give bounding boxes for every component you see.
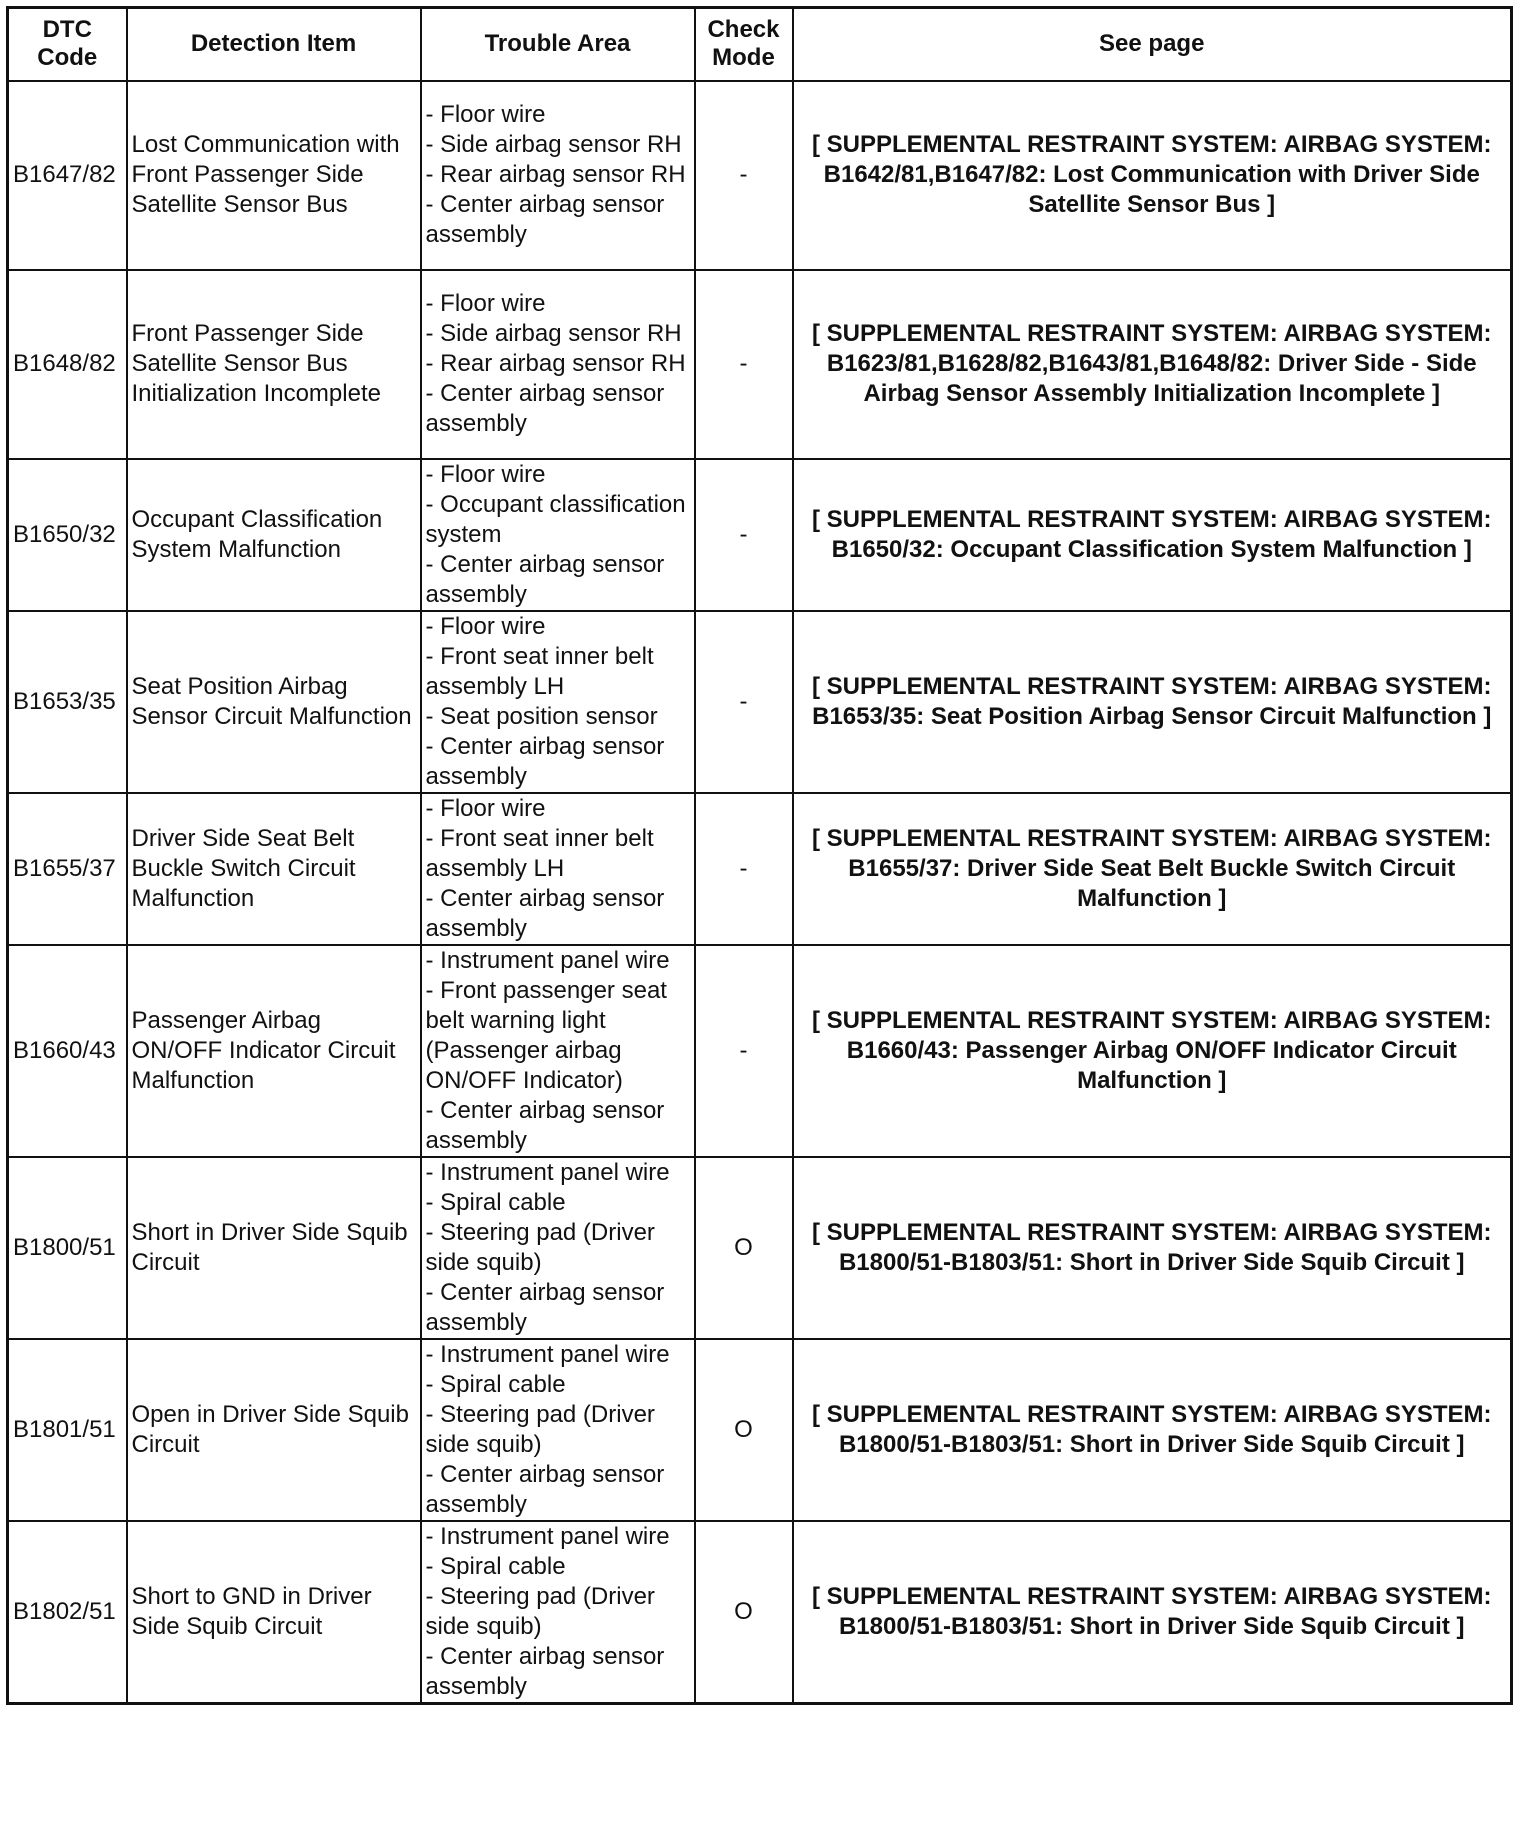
trouble-area-cell: - Instrument panel wire - Front passenger seat belt warning light (Passenger airbag ON/OFF Indicator) - Center airbag sensor assembly bbox=[421, 945, 695, 1157]
detection-item-cell: Front Passenger Side Satellite Sensor Bus Initialization Incomplete bbox=[127, 270, 421, 459]
see-page-link[interactable]: [ SUPPLEMENTAL RESTRAINT SYSTEM: AIRBAG SYSTEM: B1655/37: Driver Side Seat Belt Buckle Switch Circuit Malfunction ] bbox=[793, 793, 1512, 945]
check-mode-cell: O bbox=[695, 1157, 793, 1339]
check-mode-cell: O bbox=[695, 1521, 793, 1704]
dtc-code-cell: B1801/51 bbox=[8, 1339, 127, 1521]
trouble-area-cell: - Floor wire - Front seat inner belt assembly LH - Seat position sensor - Center airbag sensor assembly bbox=[421, 611, 695, 793]
trouble-area-cell: - Floor wire - Front seat inner belt assembly LH - Center airbag sensor assembly bbox=[421, 793, 695, 945]
check-mode-cell: - bbox=[695, 611, 793, 793]
see-page-link[interactable]: [ SUPPLEMENTAL RESTRAINT SYSTEM: AIRBAG SYSTEM: B1800/51-B1803/51: Short in Driver Side Squib Circuit ] bbox=[793, 1521, 1512, 1704]
see-page-link[interactable]: [ SUPPLEMENTAL RESTRAINT SYSTEM: AIRBAG SYSTEM: B1623/81,B1628/82,B1643/81,B1648/82: Driver Side - Side Airbag Sensor Assembly Initialization Incomplete ] bbox=[793, 270, 1512, 459]
dtc-code-cell: B1800/51 bbox=[8, 1157, 127, 1339]
dtc-code-cell: B1648/82 bbox=[8, 270, 127, 459]
table-row bbox=[8, 1521, 1512, 1704]
header-detection-item: Detection Item bbox=[127, 8, 421, 81]
trouble-area-cell: - Floor wire - Occupant classification system - Center airbag sensor assembly bbox=[421, 459, 695, 611]
trouble-area-cell: - Floor wire - Side airbag sensor RH - Rear airbag sensor RH - Center airbag sensor assembly bbox=[421, 270, 695, 459]
check-mode-cell: - bbox=[695, 270, 793, 459]
table-row bbox=[8, 1339, 1512, 1521]
see-page-link[interactable]: [ SUPPLEMENTAL RESTRAINT SYSTEM: AIRBAG SYSTEM: B1653/35: Seat Position Airbag Sensor Circuit Malfunction ] bbox=[793, 611, 1512, 793]
table-row bbox=[8, 459, 1512, 611]
dtc-code-cell: B1647/82 bbox=[8, 81, 127, 270]
detection-item-cell: Occupant Classification System Malfunction bbox=[127, 459, 421, 611]
check-mode-cell: - bbox=[695, 81, 793, 270]
table-row bbox=[8, 945, 1512, 1157]
see-page-link[interactable]: [ SUPPLEMENTAL RESTRAINT SYSTEM: AIRBAG SYSTEM: B1660/43: Passenger Airbag ON/OFF Indicator Circuit Malfunction ] bbox=[793, 945, 1512, 1157]
table-row bbox=[8, 81, 1512, 270]
trouble-area-cell: - Floor wire - Side airbag sensor RH - Rear airbag sensor RH - Center airbag sensor assembly bbox=[421, 81, 695, 270]
trouble-area-cell: - Instrument panel wire - Spiral cable - Steering pad (Driver side squib) - Center airbag sensor assembly bbox=[421, 1521, 695, 1704]
check-mode-cell: - bbox=[695, 945, 793, 1157]
detection-item-cell: Short to GND in Driver Side Squib Circuit bbox=[127, 1521, 421, 1704]
trouble-area-cell: - Instrument panel wire - Spiral cable - Steering pad (Driver side squib) - Center airbag sensor assembly bbox=[421, 1157, 695, 1339]
dtc-table bbox=[6, 6, 1513, 1705]
check-mode-cell: O bbox=[695, 1339, 793, 1521]
header-row bbox=[8, 8, 1512, 81]
detection-item-cell: Driver Side Seat Belt Buckle Switch Circuit Malfunction bbox=[127, 793, 421, 945]
dtc-code-cell: B1653/35 bbox=[8, 611, 127, 793]
dtc-code-cell: B1802/51 bbox=[8, 1521, 127, 1704]
detection-item-cell: Lost Communication with Front Passenger Side Satellite Sensor Bus bbox=[127, 81, 421, 270]
header-dtc-code: DTC Code bbox=[8, 8, 127, 81]
check-mode-cell: - bbox=[695, 793, 793, 945]
dtc-code-cell: B1655/37 bbox=[8, 793, 127, 945]
table-row bbox=[8, 270, 1512, 459]
table-row bbox=[8, 793, 1512, 945]
dtc-code-cell: B1660/43 bbox=[8, 945, 127, 1157]
header-see-page: See page bbox=[793, 8, 1512, 81]
detection-item-cell: Open in Driver Side Squib Circuit bbox=[127, 1339, 421, 1521]
trouble-area-cell: - Instrument panel wire - Spiral cable - Steering pad (Driver side squib) - Center airbag sensor assembly bbox=[421, 1339, 695, 1521]
detection-item-cell: Passenger Airbag ON/OFF Indicator Circuit Malfunction bbox=[127, 945, 421, 1157]
see-page-link[interactable]: [ SUPPLEMENTAL RESTRAINT SYSTEM: AIRBAG SYSTEM: B1800/51-B1803/51: Short in Driver Side Squib Circuit ] bbox=[793, 1157, 1512, 1339]
detection-item-cell: Short in Driver Side Squib Circuit bbox=[127, 1157, 421, 1339]
table-row bbox=[8, 611, 1512, 793]
header-check-mode: Check Mode bbox=[695, 8, 793, 81]
detection-item-cell: Seat Position Airbag Sensor Circuit Malfunction bbox=[127, 611, 421, 793]
dtc-code-cell: B1650/32 bbox=[8, 459, 127, 611]
table-row bbox=[8, 1157, 1512, 1339]
see-page-link[interactable]: [ SUPPLEMENTAL RESTRAINT SYSTEM: AIRBAG SYSTEM: B1642/81,B1647/82: Lost Communication with Driver Side Satellite Sensor Bus ] bbox=[793, 81, 1512, 270]
see-page-link[interactable]: [ SUPPLEMENTAL RESTRAINT SYSTEM: AIRBAG SYSTEM: B1800/51-B1803/51: Short in Driver Side Squib Circuit ] bbox=[793, 1339, 1512, 1521]
see-page-link[interactable]: [ SUPPLEMENTAL RESTRAINT SYSTEM: AIRBAG SYSTEM: B1650/32: Occupant Classification System Malfunction ] bbox=[793, 459, 1512, 611]
check-mode-cell: - bbox=[695, 459, 793, 611]
header-trouble-area: Trouble Area bbox=[421, 8, 695, 81]
